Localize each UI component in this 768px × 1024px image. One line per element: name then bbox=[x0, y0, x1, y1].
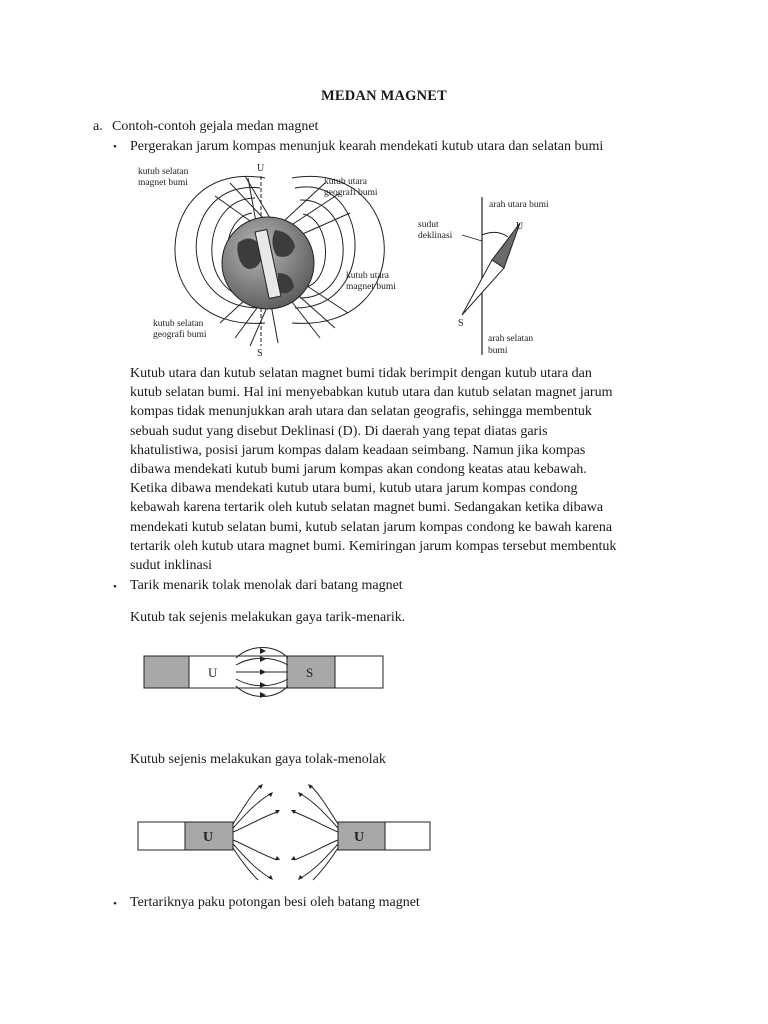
page-title: MEDAN MAGNET bbox=[320, 88, 448, 104]
geographic-south-pole-label: kutub selatan bbox=[153, 319, 204, 329]
bullet-marker: • bbox=[113, 141, 117, 153]
section-heading: Contoh-contoh gejala medan magnet bbox=[112, 119, 319, 134]
declination-angle-label: sudut bbox=[418, 220, 439, 230]
needle-north-label: U bbox=[516, 221, 524, 232]
true-north-label: arah utara bumi bbox=[489, 200, 549, 210]
right-magnet-north-label: U bbox=[354, 830, 365, 845]
earth-magnetic-field-figure bbox=[120, 158, 430, 363]
bullet-item-magnet-attract-repel: Tarik menarik tolak menolak dari batang magnet bbox=[130, 578, 403, 593]
magnetic-south-pole-label-2: magnet bumi bbox=[138, 178, 188, 188]
paragraph-line: tertarik oleh kutub utara magnet bumi. Kemiringan jarum kompas tersebut membentuk bbox=[130, 538, 617, 554]
geo-south-label: S bbox=[257, 348, 263, 359]
bullet-marker: • bbox=[113, 581, 117, 593]
needle-south-label: S bbox=[458, 318, 464, 329]
magnetic-south-pole-label: kutub selatan bbox=[138, 167, 189, 177]
paragraph-line: Kutub utara dan kutub selatan magnet bumi tidak berimpit dengan kutub utara dan bbox=[130, 366, 592, 381]
section-marker: a. bbox=[93, 119, 103, 134]
attracting-magnets-figure bbox=[140, 642, 390, 704]
geographic-south-pole-label-2: geografi bumi bbox=[153, 330, 207, 340]
true-south-label-2: bumi bbox=[488, 346, 508, 356]
paragraph-line: kutub selatan bumi. Hal ini menyebabkan kutub utara dan kutub selatan magnet jarum bbox=[130, 385, 613, 401]
paragraph-line: sebuah sudut yang disebut Deklinasi (D). Di daerah yang tepat diatas garis bbox=[130, 423, 548, 439]
bullet-marker: • bbox=[113, 898, 117, 910]
magnet-south-label: S bbox=[306, 665, 314, 680]
paragraph-line: khatulistiwa, posisi jarum kompas dalam keadaan seimbang. Namun jika kompas bbox=[130, 442, 586, 458]
true-south-label: arah selatan bbox=[488, 334, 534, 344]
paragraph-line: kompas tidak menunjukkan arah utara dan selatan geografis, sehingga membentuk bbox=[130, 404, 592, 420]
paragraph-line: Ketika dibawa mendekati kutub utara bumi, kutub utara jarum kompas condong bbox=[130, 481, 578, 497]
geo-north-label: U bbox=[257, 163, 265, 174]
left-magnet-north-label: U bbox=[203, 830, 214, 845]
magnet-north-label: U bbox=[208, 665, 218, 680]
geographic-north-pole-label-2: geografi bumi bbox=[324, 188, 378, 198]
declination-angle-label-2: deklinasi bbox=[418, 231, 453, 241]
bullet-item-compass: Pergerakan jarum kompas menunjuk kearah mendekati kutub utara dan selatan bumi bbox=[130, 139, 604, 154]
magnetic-north-pole-label: kutub utara bbox=[346, 271, 390, 281]
paragraph-line: mendekati kutub selatan bumi, kutub selatan jarum kompas condong ke bawah karena bbox=[130, 519, 613, 535]
magnetic-north-pole-label-2: magnet bumi bbox=[346, 282, 396, 292]
repelling-magnets-figure bbox=[132, 782, 437, 882]
paragraph-line: kebawah karena tertarik oleh kutub selatan magnet bumi. Sedangakan ketika dibawa bbox=[130, 500, 604, 516]
paragraph-line: dibawa mendekati kutub bumi jarum kompas akan condong keatas atau kebawah. bbox=[130, 462, 587, 478]
paragraph-line: sudut inklinasi bbox=[130, 558, 213, 574]
bullet-item-nail-attraction: Tertariknya paku potongan besi oleh batang magnet bbox=[130, 895, 420, 910]
geographic-north-pole-label: kutub utara bbox=[324, 177, 368, 187]
compass-declination-figure bbox=[412, 195, 572, 360]
repel-caption: Kutub sejenis melakukan gaya tolak-menolak bbox=[130, 752, 386, 767]
declination-paragraph bbox=[130, 364, 690, 575]
attract-caption: Kutub tak sejenis melakukan gaya tarik-menarik. bbox=[130, 610, 406, 625]
